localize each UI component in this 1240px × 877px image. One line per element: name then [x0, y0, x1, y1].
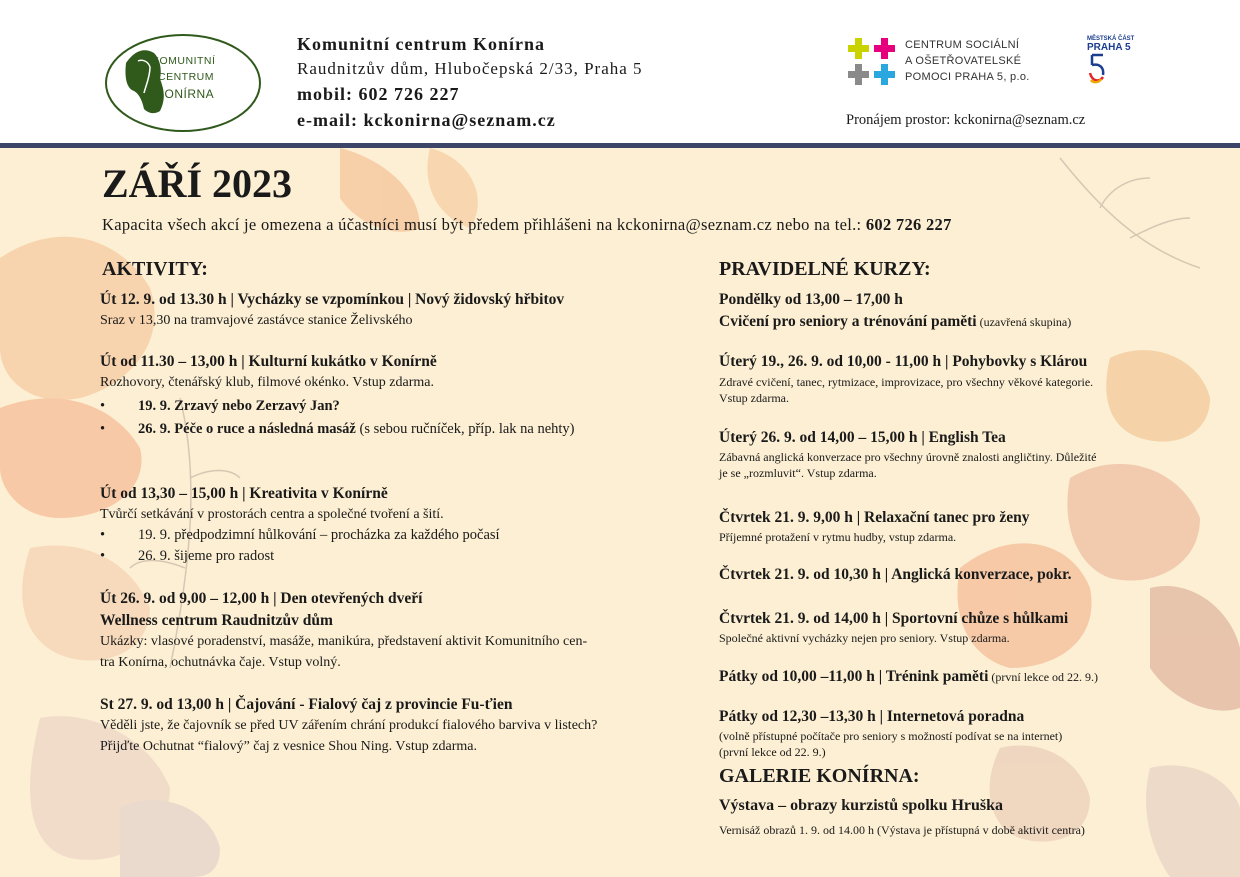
event4-venue: Wellness centrum Raudnitzův dům	[100, 612, 333, 629]
praha5-logo	[1087, 36, 1134, 90]
logo-line1: KOMUNITNÍ	[152, 55, 216, 67]
event5-desc1: Věděli jste, že čajovník se před UV zářením chrání produkcí fialového barviva v listech?	[100, 718, 598, 733]
course1-title: Pondělky od 13,00 – 17,00 h	[719, 291, 903, 308]
event3-title: Út od 13,30 – 15,00 h | Kreativita v Konírně	[100, 485, 388, 502]
event2-item1-text: 19. 9. Zrzavý nebo Zerzavý Jan?	[138, 398, 340, 414]
gallery-desc: Vernisáž obrazů 1. 9. od 14.00 h (Výstava je přístupná v době aktivit centra)	[719, 823, 1085, 837]
logo-line3: KONÍRNA	[156, 87, 215, 101]
course5-title: Čtvrtek 21. 9. od 10,30 h | Anglická konverzace, pokr.	[719, 566, 1072, 583]
praha5-small: MĚSTSKÁ ČÁST	[1087, 36, 1135, 42]
course7-title: Pátky od 10,00 –11,00 h | Trénink paměti	[719, 668, 989, 685]
csop-cross-icon	[846, 36, 898, 88]
event5-desc2: Přijďte Ochutnat “fialový” čaj z vesnice Shou Ning. Vstup zdarma.	[100, 739, 477, 754]
csop-line2: A OŠETŘOVATELSKÉ	[905, 55, 1022, 67]
csop-line3: POMOCI PRAHA 5, p.o.	[905, 71, 1030, 83]
course1-subtitle-row	[719, 313, 1071, 331]
course3-desc1: Zábavná anglická konverzace pro všechny úrovně znalosti angličtiny. Důležité	[719, 450, 1097, 464]
course3-title: Úterý 26. 9. od 14,00 – 15,00 h | English Tea	[719, 429, 1006, 446]
praha5-big: PRAHA 5	[1087, 42, 1131, 53]
notice-text: Kapacita všech akcí je omezena a účastníci musí být předem přihlášeni na kckonirna@seznam.cz nebo na tel.:	[102, 215, 866, 234]
course3-desc2: je se „rozmluvit“. Vstup zdarma.	[719, 466, 877, 480]
course1-subtitle: Cvičení pro seniory a trénování paměti	[719, 313, 977, 330]
event2-item1: • 19. 9. Zrzavý nebo Zerzavý Jan?	[100, 398, 340, 414]
logo-line2: CENTRUM	[158, 71, 214, 83]
course2-desc1: Zdravé cvičení, tanec, rytmizace, improvizace, pro všechny věkové kategorie.	[719, 375, 1094, 389]
rental-contact: Pronájem prostor: kckonirna@seznam.cz	[846, 112, 1086, 128]
course8-title: Pátky od 12,30 –13,30 h | Internetová poradna	[719, 708, 1025, 725]
course8-desc2: (první lekce od 22. 9.)	[719, 745, 826, 759]
mobile-number[interactable]: mobil: 602 726 227	[297, 84, 460, 104]
email-address[interactable]: e-mail: kckonirna@seznam.cz	[297, 110, 556, 130]
page-header	[0, 0, 1240, 143]
event3-item1-text: 19. 9. předpodzimní hůlkování – procházka za každého počasí	[138, 527, 500, 543]
contact-block	[297, 34, 643, 131]
course8-desc1: (volně přístupné počítače pro seniory s možností podívat se na internet)	[719, 729, 1063, 743]
course2-desc2: Vstup zdarma.	[719, 391, 789, 405]
course4-title: Čtvrtek 21. 9. 9,00 h | Relaxační tanec pro ženy	[719, 509, 1030, 526]
notice-phone[interactable]: 602 726 227	[865, 215, 952, 234]
poster-body	[0, 148, 1240, 877]
page-title: ZÁŘÍ 2023	[102, 161, 293, 206]
course6-title: Čtvrtek 21. 9. od 14,00 h | Sportovní chůze s hůlkami	[719, 610, 1069, 627]
event2-title: Út od 11.30 – 13,00 h | Kulturní kukátko v Konírně	[100, 353, 437, 370]
event2-desc: Rozhovory, čtenářský klub, filmové okénko. Vstup zdarma.	[100, 375, 434, 390]
event4-desc1: Ukázky: vlasové poradenství, masáže, manikúra, představení aktivit Komunitního cen-	[100, 634, 588, 649]
event3-item1: • 19. 9. předpodzimní hůlkování – procházka za každého počasí	[100, 527, 500, 543]
event2-item2: • 26. 9. Péče o ruce a následná masáž (s sebou ručníček, příp. lak na nehty)	[100, 421, 575, 437]
csop-name	[905, 37, 1030, 85]
event1-title: Út 12. 9. od 13.30 h | Vycházky se vzpomínkou | Nový židovský hřbitov	[100, 291, 565, 308]
event2-item2-rest: (s sebou ručníček, příp. lak na nehty)	[355, 421, 575, 437]
org-name: Komunitní centrum Konírna	[297, 34, 546, 54]
csop-line1: CENTRUM SOCIÁLNÍ	[905, 39, 1020, 51]
courses-heading: PRAVIDELNÉ KURZY:	[719, 258, 931, 280]
course7-note: (první lekce od 22. 9.)	[988, 670, 1099, 684]
registration-notice	[102, 215, 952, 235]
course6-desc: Společné aktivní vycházky nejen pro seniory. Vstup zdarma.	[719, 631, 1010, 645]
gallery-title: Výstava – obrazy kurzistů spolku Hruška	[719, 797, 1004, 814]
event4-title: Út 26. 9. od 9,00 – 12,00 h | Den otevřených dveří	[100, 590, 423, 607]
event3-item2: • 26. 9. šijeme pro radost	[100, 548, 275, 564]
gallery-heading: GALERIE KONÍRNA:	[719, 765, 920, 787]
event2-item2-bold: 26. 9. Péče o ruce a následná masáž	[138, 421, 356, 437]
event1-desc: Sraz v 13,30 na tramvajové zastávce stanice Želivského	[100, 313, 413, 328]
org-address: Raudnitzův dům, Hlubočepská 2/33, Praha 5	[297, 59, 643, 78]
event5-title: St 27. 9. od 13,00 h | Čajování - Fialový čaj z provincie Fu-ťien	[100, 696, 513, 713]
course4-desc: Příjemné protažení v rytmu hudby, vstup zdarma.	[719, 530, 957, 544]
praha5-emblem-icon	[1087, 53, 1109, 85]
konirna-logo	[104, 33, 262, 133]
course2-title: Úterý 19., 26. 9. od 10,00 - 11,00 h | Pohybovky s Klárou	[719, 353, 1088, 370]
course7-row	[719, 668, 1098, 686]
activities-heading: AKTIVITY:	[102, 258, 208, 280]
event3-desc: Tvůrčí setkávání v prostorách centra a společné tvoření a šití.	[100, 507, 444, 522]
event3-item2-text: 26. 9. šijeme pro radost	[138, 548, 275, 564]
course1-note: (uzavřená skupina)	[976, 315, 1072, 329]
event4-desc2: tra Konírna, ochutnávka čaje. Vstup volný.	[100, 655, 341, 670]
